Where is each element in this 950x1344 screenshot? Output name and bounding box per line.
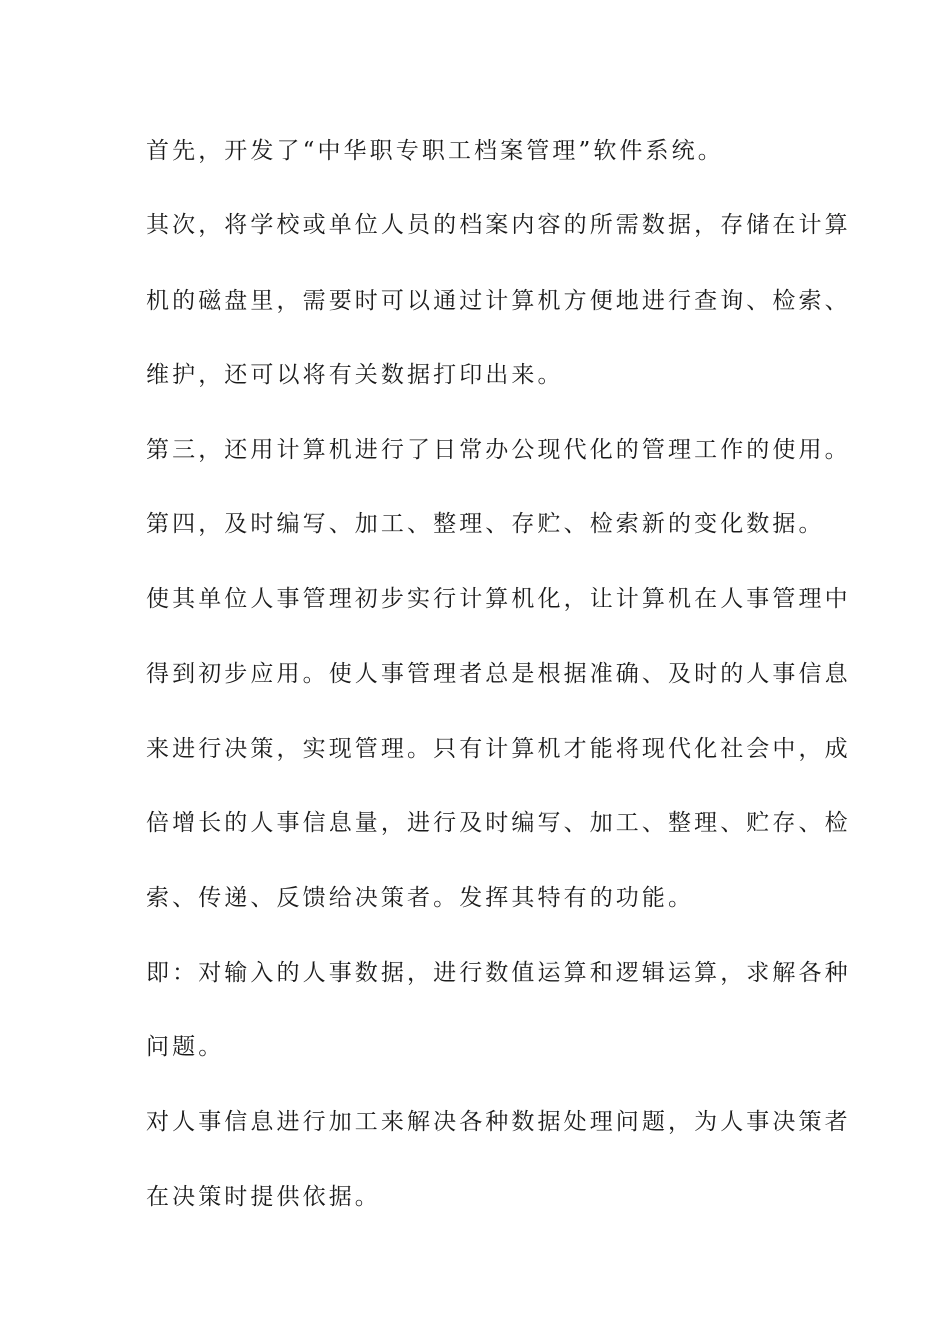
text-line-1: 首先，开发了“中华职专职工档案管理”软件系统。 xyxy=(146,138,724,164)
text-line-4: 维护，还可以将有关数据打印出来。 xyxy=(146,362,564,388)
text-line-9: 来进行决策，实现管理。只有计算机才能将现代化社会中，成 xyxy=(146,736,851,762)
text-line-7: 使其单位人事管理初步实行计算机化，让计算机在人事管理中 xyxy=(146,586,851,612)
text-line-10: 倍增长的人事信息量，进行及时编写、加工、整理、贮存、检 xyxy=(146,810,851,836)
text-line-11: 索、传递、反馈给决策者。发挥其特有的功能。 xyxy=(146,885,695,911)
text-line-14: 对人事信息进行加工来解决各种数据处理问题，为人事决策者 xyxy=(146,1109,851,1135)
text-line-15: 在决策时提供依据。 xyxy=(146,1184,381,1210)
text-line-5: 第三，还用计算机进行了日常办公现代化的管理工作的使用。 xyxy=(146,437,851,463)
text-line-12: 即：对输入的人事数据，进行数值运算和逻辑运算，求解各种 xyxy=(146,960,851,986)
text-line-8: 得到初步应用。使人事管理者总是根据准确、及时的人事信息 xyxy=(146,661,851,687)
text-line-6: 第四，及时编写、加工、整理、存贮、检索新的变化数据。 xyxy=(146,511,825,537)
text-line-3: 机的磁盘里，需要时可以通过计算机方便地进行查询、检索、 xyxy=(146,288,851,314)
text-line-13: 问题。 xyxy=(146,1034,225,1060)
text-line-2: 其次，将学校或单位人员的档案内容的所需数据，存储在计算 xyxy=(146,212,851,238)
